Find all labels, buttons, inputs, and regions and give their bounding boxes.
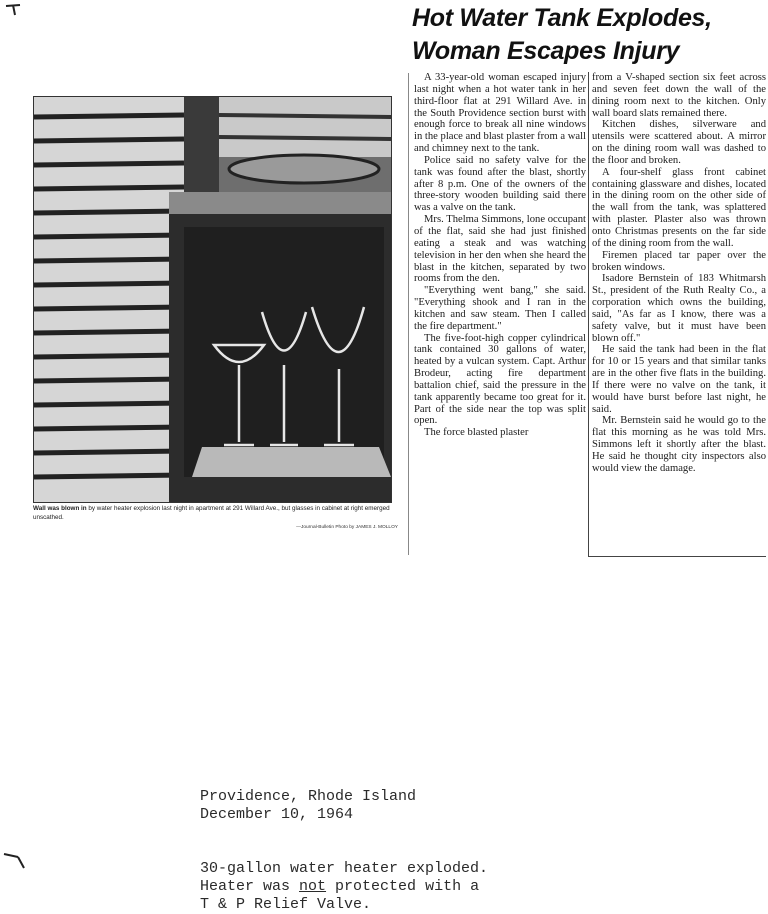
article-paragraph: Mr. Bernstein said he would go to the flat this morning as he was told Mrs. Simmons left it shortly after the blast. He said he thought city inspectors also would view the damage. [592,415,766,474]
typed-place: Providence, Rhode Island [200,788,417,805]
photo-caption [33,504,393,522]
column-rule-middle [588,72,589,557]
typed-note-emphasis: not [299,878,327,895]
typed-note-line-3: T & P Relief Valve. [200,896,372,913]
article-paragraph: The five-foot-high copper cylindrical tank contained 30 gallons of water, heated by a vulcan system. Capt. Arthur Brodeur, acting fire department battalion chief, said the pressure in the tank apparently became too great for it. Part of the side near the top was split open. [414,332,586,427]
glass-cabinet [169,192,391,502]
photo-caption-lead: Wall was blown in [33,505,87,512]
headline-line-2: Woman Escapes Injury [412,37,680,65]
headline [412,2,762,68]
typed-note-line-2 [200,878,479,896]
photo-credit: —Journal-Bulletin Photo by JAMES J. MOLLOY [296,525,398,530]
article-column-1 [414,72,586,554]
article-paragraph: The force blasted plaster [424,427,529,439]
article-paragraph: from a V-shaped section six feet across and seven feet down the wall of the dining room next to the kitchen. Only wall board slats remained there. [592,72,766,119]
corner-mark-bottom [0,846,30,872]
typed-note-line-2-end: protected with a [326,878,480,895]
article-paragraph: Mrs. Thelma Simmons, lone occupant of the flat, said she had just finished eating a steak and was watching television in her den when she heard the blast in the kitchen, separated by two rooms from the den. [414,214,586,285]
photo-image [34,97,391,502]
typed-note-line-2-start: Heater was [200,878,300,895]
headline-line-1: Hot Water Tank Explodes, [412,4,712,32]
article-paragraph: "Everything went bang," she said. "Everything shook and I ran in the kitchen and saw steam. Then I called the fire department." [414,285,586,332]
article-paragraph: Police said no safety valve for the tank was found after the blast, shortly after 8 p.m. One of the owners of the three-story wooden building said there was a valve on the tank. [414,154,586,214]
article-paragraph: Firemen placed tar paper over the broken windows. [592,249,766,273]
tank-top [229,155,379,183]
article-paragraph: He said the tank had been in the flat for 10 or 15 years and that similar tanks are in the other five flats in the building. If there were no valve on the tank, it would have burst before last night, he said. [592,344,766,415]
article-paragraph: A four-shelf glass front cabinet containing glassware and dishes, located in the dining room on the other side of the wall from the tank, was splattered with plaster. Plaster also was thrown onto Christmas presents on the far side of the dining room from the wall. [592,166,766,249]
article-paragraph: Kitchen dishes, silverware and utensils were scattered about. A mirror on the dining room wall was dashed to the floor and broken. [592,119,766,166]
article-paragraph: A 33-year-old woman escaped injury last night when a hot water tank in her third-floor flat at 291 Willard Ave. in the South Providence section burst with enough force to break all nine windows in the place and blast plaster from a wall and chimney next to the tank. [414,72,586,155]
column-rule-left [408,73,409,555]
corner-mark-top [0,0,24,20]
news-photo [33,96,392,503]
article-column-2 [592,72,766,598]
photo-caption-text: by water heater explosion last night in apartment at 291 Willard Ave., but glasses in cabinet at right emerged unscathed. [33,505,390,521]
typed-date: December 10, 1964 [200,806,354,823]
article-paragraph: Isadore Bernstein of 183 Whitmarsh St., president of the Ruth Realty Co., a corporation which owns the building, said, "As far as I know, there was a safety valve, but it must have been blown off." [592,273,766,344]
typed-note-line-1: 30-gallon water heater exploded. [200,860,489,877]
